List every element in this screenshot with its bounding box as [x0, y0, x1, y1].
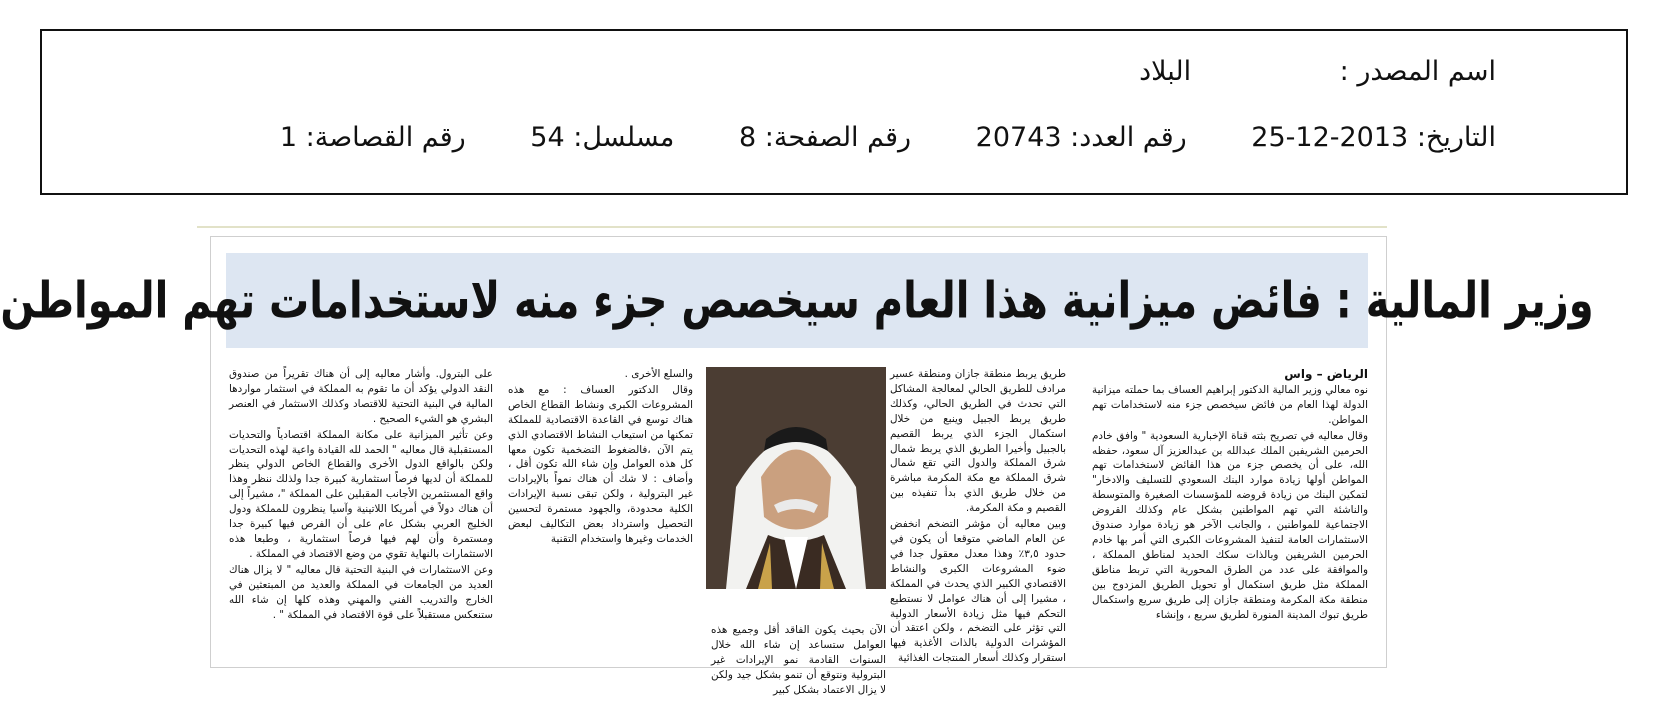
- serial-field: [530, 124, 674, 151]
- article-column-3-continued: [711, 623, 886, 696]
- column-4-paragraph: وعن الاستثمارات في البنية التحتية قال معاليه " لا يزال هناك العديد من الجامعات في المملكة والعديد من المبتعثين في الخارج والتدريب الفني والمهني وهذه كلها إن شاء الله ستنعكس مستقبلاً على قوة الاقتصاد في المملكة " .: [229, 563, 493, 621]
- column-4-paragraph: على البترول. وأشار معاليه إلى أن هناك تقريراً من صندوق النقد الدولي يؤكد أن ما تقوم به المملكة في استثمار مواردها المالية في البنية التحتية للاقتصاد وكذلك الاستثمار في العنصر البشري هو الشيء الصحيح .: [229, 368, 493, 425]
- column-2-paragraph: وبين معاليه أن مؤشر التضخم انخفض عن العام الماضي متوقعا أن يكون في حدود ٣,٥٪ وهذا معدل معقول جدا في ضوء المشروعات الكبرى والنشاط الاقتصادي الكبير الذي يحدث في المملكة ، مشيرا إلى أن هناك عوامل لا نستطيع التحكم فيها مثل زيادة الأسعار الدولية التي تؤثر على التضخم ، ولكن اعتقد أن المؤشرات الدولية بالذات الأغذية فيها استقرار وكذلك أسعار المنتجات الغذائية: [890, 518, 1066, 665]
- clip-number-field: [280, 124, 466, 151]
- date-value: 25-12-2013: [1251, 122, 1409, 153]
- column-1-paragraph: نوه معالي وزير المالية الدكتور إبراهيم العساف بما حملته ميزانية الدولة لهذا العام من فائض سيخصص جزء منه لاستخدامات تهم المواطن.: [1092, 383, 1368, 426]
- serial-value: 54: [530, 122, 565, 153]
- column-2-paragraph: طريق يربط منطقة جازان ومنطقة عسير مرادف للطريق الحالي لمعالجة المشاكل التي تحدث في الطريق الحالي، وكذلك طريق يربط الجبيل وينبع من خلال استكمال الجزء الذي يربط القصيم بالجبيل وأخيرا الطريق الذي يربط شمال شرق المملكة والدول التي تقع شمال شرق المملكة مع مكة المكرمة مباشرة من خلال طريق الذي بدأ تنفيذه بين القصيم و مكة المكرمة.: [890, 368, 1066, 515]
- article-column-3: [508, 367, 693, 663]
- column-3-continued-paragraph: الآن بحيث يكون الفاقد أقل وجميع هذه العوامل ستساعد إن شاء الله خلال السنوات القادمة نمو الإيرادات غير البترولية ونتوقع أن تنمو بشكل جيد ولكن لا يزال الاعتماد بشكل كبير: [711, 624, 886, 696]
- clip-number-label: رقم القصاصة:: [305, 122, 466, 153]
- clip-number-value: 1: [279, 122, 298, 153]
- article-column-1: [1092, 367, 1368, 663]
- page-value: 8: [738, 122, 757, 153]
- source-line: [1139, 58, 1496, 85]
- article-column-4: [229, 367, 493, 663]
- page-field: [739, 124, 911, 151]
- issue-value: 20743: [975, 122, 1062, 153]
- separator-line: [197, 226, 1387, 228]
- date-label: التاريخ:: [1416, 122, 1496, 153]
- date-field: [1251, 124, 1496, 151]
- column-3-paragraph: والسلع الأخرى .: [624, 368, 693, 380]
- source-label: اسم المصدر :: [1339, 56, 1496, 87]
- column-3-paragraph: وقال الدكتور العساف : مع هذه المشروعات الكبرى ونشاط القطاع الخاص هناك توسع في القاعدة الاقتصادية للمملكة تمكنها من استيعاب النشاط الاقتصادي الذي يتم الآن ،فالضغوط التضخمية تكون معها كل هذه العوامل وإن شاء الله تكون أقل ، وأضاف : لا شك أن هناك نمواً بالإيرادات غير البترولية ، ولكن تبقى نسبة الإيرادات الكلية محدودة، والجهود مستمرة لتحسين التحصيل واسترداد بعض التكاليف لبعض الخدمات وغيرها واستخدام التقنية: [508, 383, 693, 545]
- portrait-illustration: [706, 367, 886, 589]
- source-value: البلاد: [1139, 56, 1192, 87]
- details-line: [280, 124, 1496, 151]
- article-headline: وزير المالية : فائض ميزانية هذا العام سيخصص جزء منه لاستخدامات تهم المواطن: [0, 271, 1594, 330]
- headline-band: [0, 253, 1594, 348]
- clipping-metadata-box: [40, 29, 1628, 195]
- issue-field: [976, 124, 1187, 151]
- serial-label: مسلسل:: [573, 122, 675, 153]
- article-column-2: [890, 367, 1066, 663]
- newspaper-clipping: [0, 236, 1594, 696]
- column-4-paragraph: وعن تأثير الميزانية على مكانة المملكة اقتصادياً والتحديات المستقبلية قال معاليه " الحمد لله القيادة واعية لهذه التحديات ولكن بالواقع الدول الأخرى والقطاع الخاص الدولي ينظر للمملكة أن لديها فرصاً استثمارية كبيرة جدا ولذلك ننظر وهذا واقع المستثمرين الأجانب المقبلين على المملكة "، مشيراً إلى أن هناك دولاً في أمريكا اللاتينية وآسيا ينظرون للمملكة ودول الخليج العربي بشكل عام على أن الفرص فيها كبيرة جدا ومستمرة وأن لهم فيها فرصاً استثمارية ، وطبعا هذه الاستثمارات بالنهاية تقوي من وضع الاقتصاد في المملكة .: [229, 428, 493, 560]
- minister-photo: [706, 367, 886, 589]
- article-dateline: الرياض – واس: [1284, 367, 1368, 381]
- page-label: رقم الصفحة:: [764, 122, 912, 153]
- column-1-paragraph: وقال معاليه في تصريح بثته قناة الإخبارية السعودية " وافق خادم الحرمين الشريفين الملك عبدالله بن عبدالعزيز آل سعود، حفظه الله، على أن يخصص جزء من هذا الفائض لاستخدامات تهم المواطن أولها زيادة موارد البنك السعودي للتسليف والادخار" لتمكين البنك من زيادة قروضه للمؤسسات الصغيرة والمتوسطة والناشئة التي تهم المواطنين بشكل عام وكذلك القروض الاجتماعية للمواطنين ، والجانب الآخر هو زيادة موارد صندوق الاستثمارات العامة لتنفيذ المشروعات الكبرى التي أمر بها خادم الحرمين الشريفين وبالذات سكك الحديد لمناطق المملكة ، والموافقة على عدد من الطرق المحورية التي تربط مناطق المملكة مثل طريق استكمال أو تحويل الطريق المزدوج بين منطقة مكة المكرمة ومنطقة جازان إلى طريق سريع واستكمال طريق تبوك المدينة المنورة لطريق سريع ، وإنشاء: [1092, 429, 1368, 621]
- issue-label: رقم العدد:: [1070, 122, 1187, 153]
